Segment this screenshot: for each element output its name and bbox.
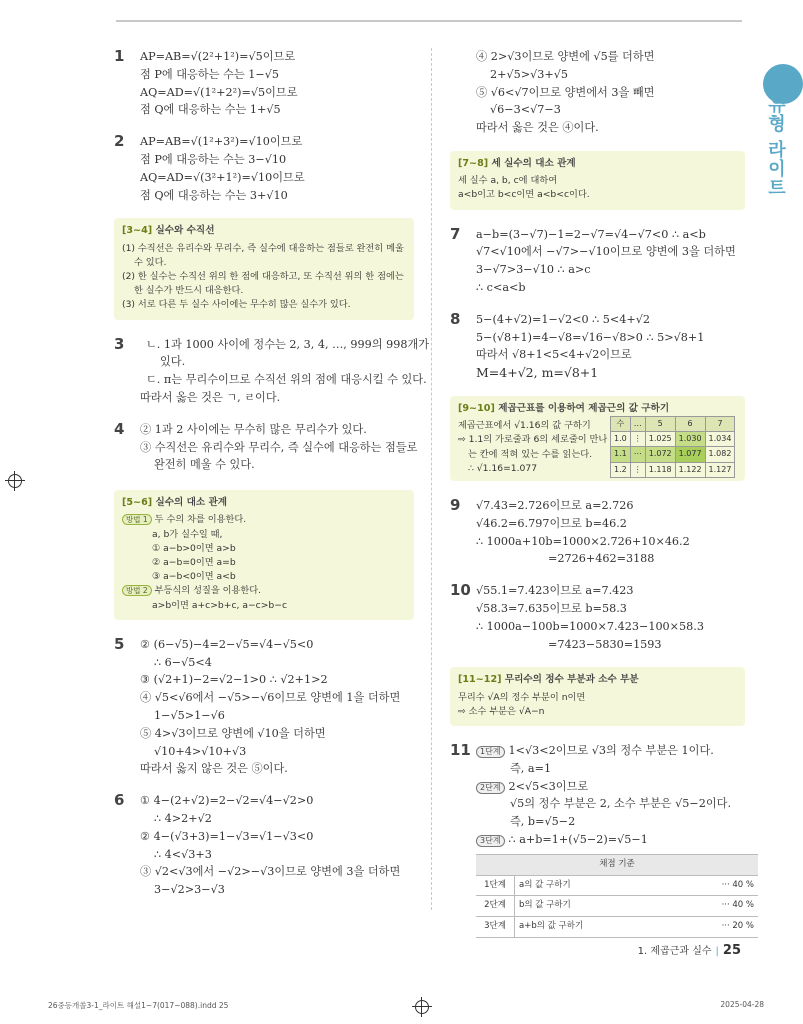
solution-line: 1<√3<2이므로 √3의 정수 부분은 1이다. bbox=[508, 743, 714, 757]
solution-line: ⑤ √6<√7이므로 양변에서 3을 빼면 bbox=[476, 85, 655, 99]
right-column bbox=[450, 48, 754, 952]
table-cell: 1.025 bbox=[645, 432, 675, 447]
solution-line: ∴ 1000a−100b=1000×7.423−100×58.3 bbox=[476, 619, 704, 633]
solution-line: ∴ 4<√3+3 bbox=[154, 847, 212, 861]
solution-line: ① 4−(2+√2)=2−√2=√4−√2>0 bbox=[140, 794, 314, 808]
step-badge: 2단계 bbox=[476, 782, 505, 794]
box-line: 제곱근표에서 √1.16의 값 구하기 bbox=[458, 420, 591, 432]
left-column bbox=[114, 47, 430, 913]
solution-line: ㄷ. π는 무리수이므로 수직선 위의 점에 대응시킬 수 있다. bbox=[146, 373, 427, 387]
problem-number: 6 bbox=[114, 791, 125, 810]
solution-line: ∴ a+b=1+(√5−2)=√5−1 bbox=[508, 832, 648, 846]
step-badge: 1단계 bbox=[476, 746, 505, 758]
table-cell: 1.2 bbox=[611, 462, 631, 477]
box-line: a<b이고 b<c이면 a<b<c이다. bbox=[458, 189, 590, 201]
solution-line: 따라서 √8+1<5<4+√2이므로 bbox=[476, 348, 632, 362]
table-cell: 1.0 bbox=[611, 432, 631, 447]
table-cell: ··· 40 % bbox=[690, 896, 758, 917]
table-header: 수 bbox=[611, 416, 631, 431]
box-title: [5~6] 실수의 대소 관계 bbox=[122, 497, 228, 509]
registration-mark-icon bbox=[8, 474, 22, 488]
solution-line: 2+√5>√3+√5 bbox=[490, 67, 568, 81]
table-cell: 1.122 bbox=[675, 462, 705, 477]
problem-6 bbox=[114, 792, 414, 899]
solution-line: AQ=AD=√(1²+2²)=√5이므로 bbox=[140, 85, 298, 99]
table-cell: 1.082 bbox=[705, 447, 735, 462]
concept-box-3-4 bbox=[114, 218, 414, 319]
problem-8 bbox=[450, 311, 745, 382]
box-line: a>b이면 a+c>b+c, a−c>b−c bbox=[152, 599, 287, 611]
solution-line: √10+4>√10+√3 bbox=[154, 744, 247, 758]
box-line: a, b가 실수일 때, bbox=[152, 528, 223, 540]
square-root-table bbox=[610, 416, 735, 478]
solution-line: ㄴ. 1과 1000 사이에 정수는 2, 3, 4, …, 999의 998개가 bbox=[146, 337, 430, 351]
solution-line: ② (6−√5)−4=2−√5=√4−√5<0 bbox=[140, 637, 314, 651]
solution-line: 점 P에 대응하는 수는 1−√5 bbox=[140, 67, 279, 81]
solution-line: ∴ c<a<b bbox=[476, 280, 526, 294]
solution-line: ③ √2<√3에서 −√2>−√3이므로 양변에 3을 더하면 bbox=[140, 865, 401, 879]
method-badge: 방법 1 bbox=[122, 514, 152, 525]
solution-line: 점 P에 대응하는 수는 3−√10 bbox=[140, 152, 287, 166]
solution-line: √55.1=7.423이므로 a=7.423 bbox=[476, 584, 634, 598]
box-line: 무리수 √A의 정수 부분이 n이면 bbox=[458, 691, 586, 703]
problem-1 bbox=[114, 48, 414, 119]
solution-line: 5−(4+√2)=1−√2<0 ∴ 5<4+√2 bbox=[476, 312, 651, 326]
solution-line: =7423−5830=1593 bbox=[548, 637, 662, 651]
table-cell: 3단계 bbox=[476, 917, 515, 938]
solution-line: AP=AB=√(1²+3²)=√10이므로 bbox=[140, 135, 303, 149]
table-cell: 1.030 bbox=[675, 432, 705, 447]
solution-line: √6−3<√7−3 bbox=[490, 103, 561, 117]
box-line: (1) 수직선은 유리수와 무리수, 즉 실수에 대응하는 점들로 완전히 메울 bbox=[122, 242, 404, 254]
solution-line: √58.3=7.635이므로 b=58.3 bbox=[476, 601, 627, 615]
solution-line: ④ 2>√3이므로 양변에 √5를 더하면 bbox=[476, 50, 655, 63]
table-cell: ⋯ bbox=[630, 447, 645, 462]
concept-box-9-10 bbox=[450, 396, 745, 481]
box-line: 한 실수가 반드시 대응한다. bbox=[134, 285, 244, 297]
table-cell: 1.072 bbox=[645, 447, 675, 462]
box-line: (2) 한 실수는 수직선 위의 한 점에 대응하고, 또 수직선 위의 한 점에는 bbox=[122, 270, 404, 282]
method-badge: 방법 2 bbox=[122, 585, 152, 596]
solution-line: √5의 정수 부분은 2, 소수 부분은 √5−2이다. bbox=[510, 797, 732, 811]
print-date: 2025-04-28 bbox=[720, 1000, 764, 1009]
problem-number: 8 bbox=[450, 309, 461, 328]
box-line: ② a−b=0이면 a=b bbox=[152, 556, 236, 568]
problem-number: 5 bbox=[114, 634, 125, 653]
box-title: [11~12] 무리수의 정수 부분과 소수 부분 bbox=[458, 674, 639, 686]
solution-line: ∴ 1000a+10b=1000×2.726+10×46.2 bbox=[476, 534, 690, 548]
table-cell: 1.118 bbox=[645, 462, 675, 477]
problem-number: 2 bbox=[114, 132, 125, 151]
table-cell: 2단계 bbox=[476, 896, 515, 917]
column-divider bbox=[431, 48, 432, 910]
problem-number: 10 bbox=[450, 581, 471, 600]
solution-line: ② 1과 2 사이에는 무수히 많은 무리수가 있다. bbox=[140, 422, 367, 436]
concept-box-5-6: [5~6] 실수의 대소 관계 방법 1 두 수의 차를 이용한다. a, b가 실수일 때, ① a−b>0이면 a>b ② a−b=0이면 a=b ③ a−b<0이면 a<b 방법 2 부등식의 성질을 이용한다. a>b이면 a+c>b+c, a−c>b−c bbox=[114, 490, 414, 620]
solution-line: 점 Q에 대응하는 수는 3+√10 bbox=[140, 188, 288, 202]
box-title: [9~10] 제곱근표를 이용하여 제곱근의 값 구하기 bbox=[458, 402, 670, 414]
footer-separator: | bbox=[715, 946, 719, 957]
box-line: ③ a−b<0이면 a<b bbox=[152, 571, 236, 583]
problem-9 bbox=[450, 497, 745, 568]
table-cell: 1.077 bbox=[675, 447, 705, 462]
solution-line: AQ=AD=√(3²+1²)=√10이므로 bbox=[140, 170, 305, 184]
solution-line: M=4+√2, m=√8+1 bbox=[476, 365, 599, 381]
box-title: [7~8] 세 실수의 대소 관계 bbox=[458, 157, 576, 169]
solution-line: ④ √5<√6에서 −√5>−√6이므로 양변에 1을 더하면 bbox=[140, 691, 401, 705]
problem-7 bbox=[450, 226, 745, 297]
solution-line: 3−√2>3−√3 bbox=[154, 883, 225, 897]
problem-number: 4 bbox=[114, 419, 125, 438]
box-line: ① a−b>0이면 a>b bbox=[152, 542, 236, 554]
table-cell: 1단계 bbox=[476, 875, 515, 896]
registration-mark-icon bbox=[415, 1000, 429, 1014]
table-cell: 1.1 bbox=[611, 447, 631, 462]
solution-line: 점 Q에 대응하는 수는 1+√5 bbox=[140, 103, 281, 117]
solution-line: 3−√7>3−√10 ∴ a>c bbox=[476, 263, 591, 277]
solution-line: 즉, b=√5−2 bbox=[510, 815, 576, 829]
solution-line: ③ (√2+1)−2=√2−1>0 ∴ √2+1>2 bbox=[140, 673, 328, 687]
box-title: [3~4] 실수와 수직선 bbox=[122, 225, 215, 237]
problem-number: 7 bbox=[450, 224, 461, 243]
solution-line: 5−(√8+1)=4−√8=√16−√8>0 ∴ 5>√8+1 bbox=[476, 330, 705, 344]
problem-5 bbox=[114, 636, 414, 778]
solution-line: a−b=(3−√7)−1=2−√7=√4−√7<0 ∴ a<b bbox=[476, 227, 706, 241]
solution-line: 따라서 옳지 않은 것은 ⑤이다. bbox=[140, 762, 288, 776]
problem-4 bbox=[114, 419, 418, 474]
solution-line: ∴ 6−√5<4 bbox=[154, 655, 212, 669]
table-cell: a+b의 값 구하기 bbox=[515, 917, 691, 938]
page-number: 25 bbox=[722, 943, 741, 958]
solution-line: ∴ 4>2+√2 bbox=[154, 811, 212, 825]
step-badge: 3단계 bbox=[476, 835, 505, 847]
table-header: 7 bbox=[705, 416, 735, 431]
problem-11 bbox=[450, 740, 754, 938]
solution-line: ⑤ 4>√3이므로 양변에 √10을 더하면 bbox=[140, 726, 326, 740]
box-line: (3) 서로 다른 두 실수 사이에는 무수히 많은 실수가 있다. bbox=[122, 299, 351, 311]
box-line: 세 실수 a, b, c에 대하여 bbox=[458, 175, 558, 187]
chapter-title: 1. 제곱근과 실수 bbox=[637, 946, 712, 957]
solution-line: 따라서 옳은 것은 ㄱ, ㄹ이다. bbox=[140, 390, 281, 404]
table-header: 채점 기준 bbox=[476, 854, 758, 875]
grading-table bbox=[476, 854, 758, 938]
solution-line: AP=AB=√(2²+1²)=√5이므로 bbox=[140, 50, 296, 63]
page-footer bbox=[638, 942, 741, 958]
problem-number: 1 bbox=[114, 47, 125, 65]
table-cell: 1.034 bbox=[705, 432, 735, 447]
box-line: ∴ √1.16=1.077 bbox=[468, 462, 538, 474]
solution-line: 따라서 옳은 것은 ④이다. bbox=[476, 121, 599, 135]
table-header: 6 bbox=[675, 416, 705, 431]
solution-line: 완전히 메울 수 있다. bbox=[154, 458, 255, 472]
solution-line: √7<√10에서 −√7>−√10이므로 양변에 3을 더하면 bbox=[476, 245, 736, 259]
problem-number: 9 bbox=[450, 495, 461, 514]
solution-line: 즉, a=1 bbox=[510, 761, 552, 775]
solution-line: ③ 수직선은 유리수와 무리수, 즉 실수에 대응하는 점들로 bbox=[140, 440, 418, 454]
table-header: 5 bbox=[645, 416, 675, 431]
problem-6-continued bbox=[450, 48, 745, 137]
solution-line: =2726+462=3188 bbox=[548, 552, 655, 566]
table-cell: ⋮ bbox=[630, 432, 645, 447]
solution-line: 1−√5>1−√6 bbox=[154, 708, 225, 722]
box-line: 는 칸에 적혀 있는 수를 읽는다. bbox=[468, 448, 593, 460]
table-cell: ··· 20 % bbox=[690, 917, 758, 938]
solution-line: 있다. bbox=[160, 355, 186, 369]
concept-box-7-8 bbox=[450, 151, 745, 210]
box-line: ⇨ 소수 부분은 √A−n bbox=[458, 705, 545, 717]
print-file-info: 26중등개쏠3-1_라이트 해설1~7(017~088).indd 25 bbox=[48, 1001, 229, 1010]
solution-line: √7.43=2.726이므로 a=2.726 bbox=[476, 498, 634, 512]
table-cell: b의 값 구하기 bbox=[515, 896, 691, 917]
box-line: ⇨ 1.1의 가로줄과 6의 세로줄이 만나 bbox=[458, 434, 608, 446]
box-line: 수 있다. bbox=[134, 256, 167, 268]
table-cell: ⋮ bbox=[630, 462, 645, 477]
problem-number: 11 bbox=[450, 740, 471, 759]
solution-line: √46.2=6.797이므로 b=46.2 bbox=[476, 516, 627, 530]
problem-2 bbox=[114, 133, 414, 204]
concept-box-11-12 bbox=[450, 667, 745, 726]
solution-line: ② 4−(√3+3)=1−√3=√1−√3<0 bbox=[140, 829, 314, 843]
table-cell: a의 값 구하기 bbox=[515, 875, 691, 896]
problem-10 bbox=[450, 582, 745, 653]
table-cell: ··· 40 % bbox=[690, 875, 758, 896]
problem-number: 3 bbox=[114, 334, 125, 353]
solution-line: 2<√5<3이므로 bbox=[508, 779, 589, 793]
problem-3 bbox=[114, 334, 430, 407]
top-rule bbox=[116, 20, 742, 22]
table-header: … bbox=[630, 416, 645, 431]
table-cell: 1.127 bbox=[705, 462, 735, 477]
side-tab-label: 유형 라이트 bbox=[765, 95, 786, 198]
